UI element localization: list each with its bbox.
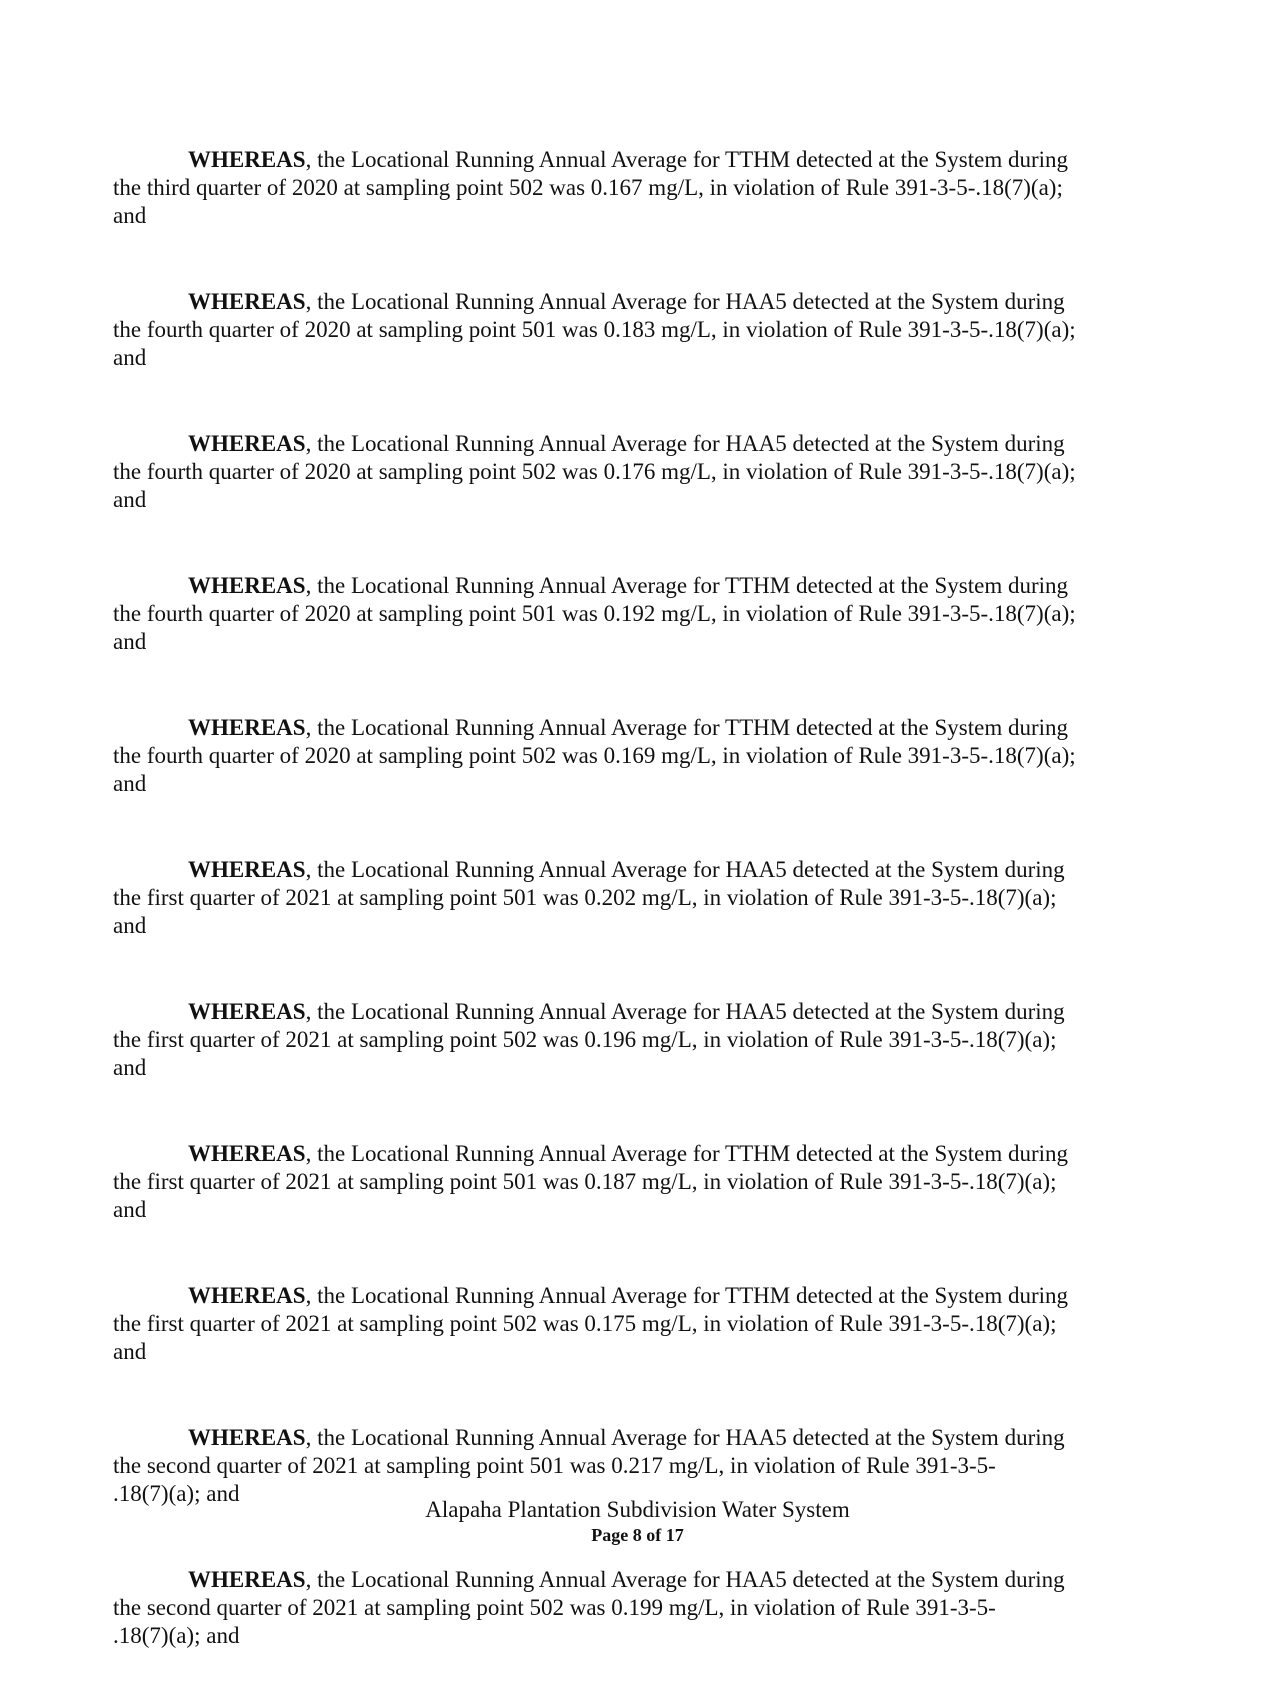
paragraph-text: the fourth quarter of 2020 at sampling point 502 was 0.169 mg/L, in violation of Rule 391-3-5-.18(7)(a); [113,743,1076,768]
paragraph-text: the first quarter of 2021 at sampling point 502 was 0.196 mg/L, in violation of Rule 391-3-5-.18(7)(a); [113,1027,1057,1052]
paragraph-text: the third quarter of 2020 at sampling point 502 was 0.167 mg/L, in violation of Rule 391-3-5-.18(7)(a); [113,175,1063,200]
paragraph-text: and [113,1197,147,1222]
paragraph-text: , the Locational Running Annual Average for TTHM detected at the System during [305,1283,1069,1308]
paragraph-text: and [113,629,147,654]
paragraph-first-line [113,856,1163,884]
whereas-paragraph [113,572,1163,656]
paragraph-text: and [113,771,147,796]
whereas-keyword: WHEREAS [188,1567,306,1592]
whereas-paragraph [113,146,1163,230]
whereas-keyword: WHEREAS [188,431,306,456]
paragraph-text: , the Locational Running Annual Average for TTHM detected at the System during [305,715,1069,740]
paragraph-text: and [113,487,147,512]
paragraph-text: , the Locational Running Annual Average for HAA5 detected at the System during [305,431,1065,456]
paragraph-first-line [113,1424,1163,1452]
whereas-keyword: WHEREAS [188,289,306,314]
paragraph-text: , the Locational Running Annual Average for TTHM detected at the System during [305,147,1069,172]
whereas-paragraph [113,288,1163,372]
whereas-keyword: WHEREAS [188,1283,306,1308]
whereas-paragraph [113,998,1163,1082]
paragraph-text: the fourth quarter of 2020 at sampling point 502 was 0.176 mg/L, in violation of Rule 391-3-5-.18(7)(a); [113,459,1076,484]
paragraph-first-line [113,714,1163,742]
paragraph-text: and [113,345,147,370]
paragraph-text: , the Locational Running Annual Average for HAA5 detected at the System during [305,289,1065,314]
footer-system-name: Alapaha Plantation Subdivision Water System [425,1497,850,1522]
paragraph-first-line [113,1566,1163,1594]
document-body [113,146,1163,1708]
paragraph-text: and [113,913,147,938]
whereas-keyword: WHEREAS [188,857,306,882]
paragraph-text: .18(7)(a); and [113,1623,240,1648]
paragraph-text: and [113,203,147,228]
paragraph-first-line [113,1140,1163,1168]
paragraph-text: , the Locational Running Annual Average for HAA5 detected at the System during [305,1567,1065,1592]
paragraph-text: the second quarter of 2021 at sampling point 501 was 0.217 mg/L, in violation of Rule 391-3-5- [113,1453,996,1478]
paragraph-text: .18(7)(a); and [113,1481,240,1506]
paragraph-text: the first quarter of 2021 at sampling point 502 was 0.175 mg/L, in violation of Rule 391-3-5-.18(7)(a); [113,1311,1057,1336]
paragraph-first-line [113,146,1163,174]
whereas-paragraph [113,714,1163,798]
paragraph-text: the second quarter of 2021 at sampling point 502 was 0.199 mg/L, in violation of Rule 391-3-5- [113,1595,996,1620]
whereas-keyword: WHEREAS [188,1425,306,1450]
page-footer [0,1496,1275,1546]
whereas-paragraph [113,856,1163,940]
paragraph-text: the first quarter of 2021 at sampling point 501 was 0.202 mg/L, in violation of Rule 391-3-5-.18(7)(a); [113,885,1057,910]
paragraph-text: the first quarter of 2021 at sampling point 501 was 0.187 mg/L, in violation of Rule 391-3-5-.18(7)(a); [113,1169,1057,1194]
paragraph-first-line [113,288,1163,316]
whereas-paragraph [113,430,1163,514]
whereas-keyword: WHEREAS [188,999,306,1024]
whereas-paragraph [113,1282,1163,1366]
paragraph-text: the fourth quarter of 2020 at sampling point 501 was 0.183 mg/L, in violation of Rule 391-3-5-.18(7)(a); [113,317,1076,342]
paragraph-first-line [113,998,1163,1026]
paragraph-text: , the Locational Running Annual Average for TTHM detected at the System during [305,573,1069,598]
whereas-paragraph [113,1140,1163,1224]
paragraph-first-line [113,430,1163,458]
whereas-keyword: WHEREAS [188,1141,306,1166]
paragraph-text: , the Locational Running Annual Average for HAA5 detected at the System during [305,857,1065,882]
paragraph-text: , the Locational Running Annual Average for HAA5 detected at the System during [305,999,1065,1024]
paragraph-text: the fourth quarter of 2020 at sampling point 501 was 0.192 mg/L, in violation of Rule 391-3-5-.18(7)(a); [113,601,1076,626]
whereas-keyword: WHEREAS [188,715,306,740]
paragraph-text: , the Locational Running Annual Average for TTHM detected at the System during [305,1141,1069,1166]
paragraph-text: and [113,1055,147,1080]
paragraph-first-line [113,1282,1163,1310]
paragraph-text: and [113,1339,147,1364]
page-number: Page 8 of 17 [591,1525,684,1545]
whereas-keyword: WHEREAS [188,147,306,172]
whereas-keyword: WHEREAS [188,573,306,598]
paragraph-first-line [113,572,1163,600]
paragraph-text: , the Locational Running Annual Average for HAA5 detected at the System during [305,1425,1065,1450]
whereas-paragraph [113,1566,1163,1650]
